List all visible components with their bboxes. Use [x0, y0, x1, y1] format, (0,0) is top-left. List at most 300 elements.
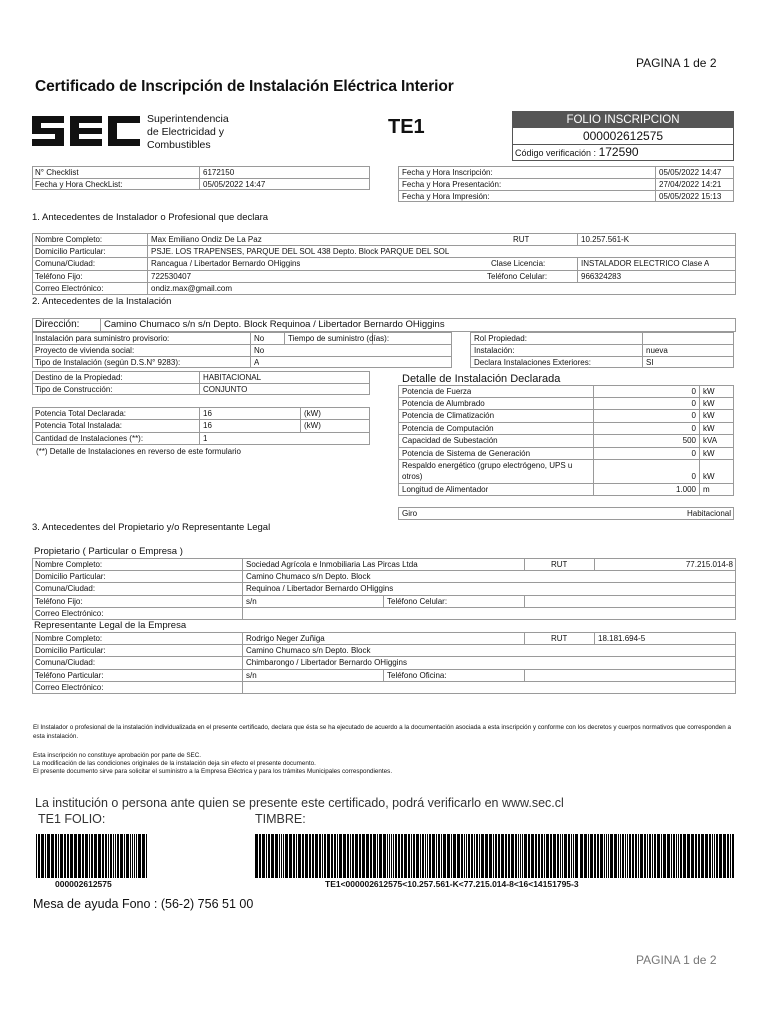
installer-name-label: Nombre Completo: — [35, 235, 103, 244]
barcode-bar — [347, 834, 349, 878]
barcode-bar — [120, 834, 123, 878]
installations-note: (**) Detalle de Instalaciones en reverso de este formulario — [36, 447, 241, 456]
rep-email-label: Correo Electrónico: — [35, 683, 104, 692]
barcode-bar — [600, 834, 603, 878]
detail-label: Potencia de Climatización — [402, 411, 495, 420]
barcode-bar — [544, 834, 545, 878]
detail-label: Potencia de Computación — [402, 424, 494, 433]
barcode-bar — [271, 834, 274, 878]
barcode-bar — [647, 834, 648, 878]
checklist-number: 6172150 — [203, 168, 235, 177]
barcode-bar — [705, 834, 708, 878]
installer-phone: 722530407 — [151, 272, 192, 281]
barcode-bar — [580, 834, 583, 878]
date-inscripcion-label: Fecha y Hora Inscripción: — [402, 168, 493, 177]
barcode-bar — [546, 834, 549, 878]
barcode-bar — [468, 834, 470, 878]
installed-power: 16 — [203, 421, 212, 430]
barcode-bar — [461, 834, 463, 878]
barcode-bar — [51, 834, 54, 878]
barcode-bar — [568, 834, 570, 878]
barcode-bar — [638, 834, 639, 878]
installer-comuna: Rancagua / Libertador Bernardo OHiggins — [151, 259, 301, 268]
barcode-bar — [698, 834, 700, 878]
rep-comuna-label: Comuna/Ciudad: — [35, 658, 96, 667]
date-impresion-label: Fecha y Hora Impresión: — [402, 192, 490, 201]
barcode-bar — [355, 834, 358, 878]
barcode-bar — [102, 834, 104, 878]
installer-rut: 10.257.561-K — [581, 235, 630, 244]
barcode-bar — [604, 834, 605, 878]
installed-power-label: Potencia Total Instalada: — [35, 421, 123, 430]
barcode-bar — [398, 834, 400, 878]
barcode-bar — [132, 834, 133, 878]
barcode-bar — [78, 834, 81, 878]
barcode-bar — [538, 834, 540, 878]
barcode-bar — [85, 834, 88, 878]
barcode-bar — [55, 834, 57, 878]
barcode-bar — [471, 834, 473, 878]
barcode-bar — [676, 834, 677, 878]
social-housing-value: No — [254, 346, 265, 355]
page-number-top: PAGINA 1 de 2 — [636, 56, 717, 70]
sec-name-line3: Combustibles — [147, 139, 211, 151]
barcode-bar — [337, 834, 338, 878]
giro-value: Habitacional — [686, 509, 731, 518]
barcode-bar — [714, 834, 715, 878]
barcode-bar — [38, 834, 40, 878]
detail-value: 0 — [691, 411, 696, 420]
barcode-bar — [627, 834, 628, 878]
barcode-bar — [289, 834, 292, 878]
document-title: Certificado de Inscripción de Instalación Eléctrica Interior — [35, 78, 454, 95]
barcode-bar — [322, 834, 323, 878]
installer-address: PSJE. LOS TRAPENSES, PARQUE DEL SOL 438 Depto. Block PARQUE DEL SOL — [151, 247, 450, 256]
destination-value: HABITACIONAL — [203, 373, 262, 382]
sec-logo — [30, 112, 142, 150]
barcode-bar — [618, 834, 619, 878]
barcode-bar — [515, 834, 517, 878]
barcode-bar — [319, 834, 321, 878]
barcode-bar — [436, 834, 437, 878]
installation-value: nueva — [646, 346, 668, 355]
barcode-bar — [485, 834, 488, 878]
rep-rut: 18.181.694-5 — [598, 634, 646, 643]
barcode-bar — [60, 834, 63, 878]
barcode-bar — [379, 834, 382, 878]
owner-name-label: Nombre Completo: — [35, 560, 103, 569]
barcode-bar — [255, 834, 258, 878]
checklist-number-label: N° Checklist — [35, 168, 79, 177]
barcode-bar — [667, 834, 670, 878]
date-inscripcion: 05/05/2022 14:47 — [659, 168, 722, 177]
barcode-bar — [678, 834, 679, 878]
installation-type-value: A — [254, 358, 260, 367]
barcode-bar — [126, 834, 129, 878]
barcode-bar — [408, 834, 410, 878]
folio-barcode — [36, 834, 148, 878]
barcode-bar — [404, 834, 407, 878]
installations-count-label: Cantidad de Instalaciones (**): — [35, 434, 144, 443]
stamp-label: TIMBRE: — [255, 812, 306, 826]
declared-power: 16 — [203, 409, 212, 418]
detail-title: Detalle de Instalación Declarada — [402, 373, 561, 385]
helpdesk-phone: Mesa de ayuda Fono : (56-2) 756 51 00 — [33, 897, 254, 911]
folio-header: FOLIO INSCRIPCION — [513, 112, 733, 128]
destination-label: Destino de la Propiedad: — [35, 373, 123, 382]
barcode-bar — [498, 834, 500, 878]
section3-title: 3. Antecedentes del Propietario y/o Representante Legal — [32, 522, 271, 533]
barcode-bar — [673, 834, 675, 878]
barcode-bar — [597, 834, 599, 878]
barcode-bar — [362, 834, 365, 878]
barcode-bar — [293, 834, 295, 878]
barcode-bar — [727, 834, 729, 878]
detail-label: Potencia de Sistema de Generación — [402, 449, 531, 458]
date-presentacion-label: Fecha y Hora Presentación: — [402, 180, 502, 189]
barcode-bar — [94, 834, 97, 878]
barcode-bar — [281, 834, 282, 878]
barcode-bar — [531, 834, 534, 878]
barcode-bar — [117, 834, 119, 878]
installer-license: INSTALADOR ELECTRICO Clase A — [581, 259, 710, 268]
barcode-bar — [640, 834, 643, 878]
barcode-bar — [649, 834, 651, 878]
detail-label: Capacidad de Subestación — [402, 436, 498, 445]
barcode-bar — [522, 834, 523, 878]
barcode-bar — [466, 834, 467, 878]
detail-unit: m — [703, 485, 710, 494]
barcode-bar — [432, 834, 435, 878]
installed-power-unit: (kW) — [304, 421, 321, 430]
barcode-bar — [493, 834, 494, 878]
barcode-bar — [701, 834, 704, 878]
barcode-bar — [606, 834, 607, 878]
sec-name-line2: de Electricidad y — [147, 126, 225, 138]
barcode-bar — [654, 834, 656, 878]
barcode-bar — [373, 834, 376, 878]
barcode-bar — [474, 834, 475, 878]
stamp-barcode-text: TE1<000002612575<10.257.561-K<77.215.014-8<16<14151795-3 — [325, 879, 579, 889]
construction-label: Tipo de Construcción: — [35, 385, 113, 394]
barcode-bar — [518, 834, 519, 878]
barcode-bar — [36, 834, 37, 878]
barcode-bar — [115, 834, 116, 878]
barcode-bar — [610, 834, 613, 878]
detail-value: 0 — [691, 424, 696, 433]
detail-value: 0 — [691, 399, 696, 408]
rep-address-label: Domicilio Particular: — [35, 646, 106, 655]
barcode-bar — [584, 834, 587, 878]
barcode-bar — [495, 834, 497, 878]
barcode-bar — [501, 834, 504, 878]
rep-address: Camino Chumaco s/n Depto. Block — [246, 646, 371, 655]
barcode-bar — [283, 834, 284, 878]
barcode-bar — [315, 834, 318, 878]
barcode-bar — [691, 834, 694, 878]
provisional-label: Instalación para suministro provisorio: — [35, 334, 170, 343]
date-impresion: 05/05/2022 15:13 — [659, 192, 722, 201]
declared-power-label: Potencia Total Declarada: — [35, 409, 127, 418]
barcode-bar — [309, 834, 311, 878]
barcode-bar — [695, 834, 697, 878]
rep-phone: s/n — [246, 671, 257, 680]
barcode-bar — [687, 834, 690, 878]
barcode-bar — [588, 834, 589, 878]
barcode-bar — [451, 834, 452, 878]
address-label: Dirección: — [35, 319, 80, 330]
barcode-bar — [312, 834, 314, 878]
barcode-bar — [625, 834, 626, 878]
owner-comuna-label: Comuna/Ciudad: — [35, 584, 96, 593]
detail-label: Longitud de Alimentador — [402, 485, 489, 494]
barcode-bar — [528, 834, 530, 878]
detail-unit: kW — [703, 424, 715, 433]
address-value: Camino Chumaco s/n s/n Depto. Block Requinoa / Libertador Bernardo OHiggins — [104, 319, 445, 330]
barcode-bar — [327, 834, 330, 878]
barcode-bar — [343, 834, 346, 878]
barcode-bar — [557, 834, 559, 878]
barcode-bar — [110, 834, 112, 878]
installation-type-label: Tipo de Instalación (según D.S.N° 9283): — [35, 358, 181, 367]
owner-address-label: Domicilio Particular: — [35, 572, 106, 581]
barcode-bar — [41, 834, 44, 878]
barcode-bar — [89, 834, 90, 878]
detail-unit: kW — [703, 387, 715, 396]
barcode-bar — [425, 834, 426, 878]
barcode-bar — [370, 834, 372, 878]
verification-label: Código verificación : — [515, 148, 597, 158]
installer-mobile: 966324283 — [581, 272, 622, 281]
barcode-bar — [350, 834, 351, 878]
barcode-bar — [298, 834, 301, 878]
detail-label: Respaldo energético (grupo electrógeno, UPS u otros) — [402, 461, 573, 481]
barcode-bar — [457, 834, 460, 878]
provisional-value: No — [254, 334, 265, 343]
barcode-bar — [275, 834, 278, 878]
installations-count: 1 — [203, 434, 208, 443]
barcode-bar — [441, 834, 442, 878]
barcode-bar — [377, 834, 378, 878]
barcode-bar — [91, 834, 93, 878]
section2-title: 2. Antecedentes de la Instalación — [32, 296, 172, 307]
barcode-bar — [124, 834, 125, 878]
barcode-bar — [142, 834, 145, 878]
legal-note-2: La modificación de las condiciones originales de la instalación deja sin efecto el presente documento. — [33, 760, 316, 767]
installer-mobile-label: Teléfono Celular: — [487, 272, 548, 281]
barcode-bar — [564, 834, 567, 878]
barcode-bar — [632, 834, 634, 878]
barcode-bar — [359, 834, 361, 878]
barcode-bar — [113, 834, 114, 878]
barcode-bar — [594, 834, 596, 878]
barcode-bar — [391, 834, 392, 878]
barcode-bar — [657, 834, 660, 878]
barcode-bar — [550, 834, 552, 878]
barcode-bar — [663, 834, 666, 878]
detail-value: 0 — [691, 449, 696, 458]
construction-value: CONJUNTO — [203, 385, 248, 394]
barcode-bar — [393, 834, 394, 878]
stamp-barcode — [255, 834, 735, 878]
detail-value: 0 — [691, 387, 696, 396]
owner-phone-label: Teléfono Fijo: — [35, 597, 83, 606]
installer-email: ondiz.max@gmail.com — [151, 284, 233, 293]
owner-phone: s/n — [246, 597, 257, 606]
detail-unit: kVA — [703, 436, 718, 445]
barcode-bar — [305, 834, 308, 878]
barcode-bar — [366, 834, 369, 878]
barcode-bar — [285, 834, 288, 878]
rep-comuna: Chimbarongo / Libertador Bernardo OHiggins — [246, 658, 407, 667]
barcode-bar — [98, 834, 101, 878]
owner-title: Propietario ( Particular o Empresa ) — [34, 546, 183, 557]
folio-box — [512, 111, 734, 161]
installer-phone-label: Teléfono Fijo: — [35, 272, 83, 281]
rol-label: Rol Propiedad: — [474, 334, 527, 343]
barcode-bar — [413, 834, 415, 878]
owner-comuna: Requinoa / Libertador Bernardo OHiggins — [246, 584, 394, 593]
installation-label: Instalación: — [474, 346, 515, 355]
exterior-value: SI — [646, 358, 654, 367]
barcode-bar — [296, 834, 297, 878]
barcode-bar — [262, 834, 265, 878]
detail-label: Potencia de Alumbrado — [402, 399, 485, 408]
detail-unit: kW — [703, 411, 715, 420]
detail-value: 1.000 — [675, 485, 696, 494]
sec-logo-graphic — [30, 112, 142, 150]
barcode-bar — [331, 834, 333, 878]
rep-rut-label: RUT — [551, 634, 568, 643]
barcode-bar — [590, 834, 593, 878]
barcode-bar — [420, 834, 421, 878]
detail-label: Potencia de Fuerza — [402, 387, 472, 396]
page-number-bottom: PAGINA 1 de 2 — [636, 953, 717, 967]
barcode-bar — [712, 834, 713, 878]
detail-value: 0 — [691, 472, 696, 481]
checklist-date: 05/05/2022 14:47 — [203, 180, 266, 189]
rep-name-label: Nombre Completo: — [35, 634, 103, 643]
legal-declaration: El Instalador o profesional de la instalación individualizada en el presente certificado, declara que ésta se ha ejecutado de acuerdo a la documentación asociada a esta inscripción y conforme con los decretos y cuerpos normativos que corresponden a esta instalación. — [33, 724, 731, 740]
barcode-bar — [268, 834, 270, 878]
barcode-bar — [629, 834, 631, 878]
barcode-bar — [732, 834, 734, 878]
social-housing-label: Proyecto de vivienda social: — [35, 346, 135, 355]
barcode-bar — [661, 834, 662, 878]
installer-name: Max Emiliano Ondiz De La Paz — [151, 235, 262, 244]
barcode-bar — [571, 834, 572, 878]
barcode-bar — [562, 834, 563, 878]
barcode-bar — [339, 834, 342, 878]
barcode-bar — [447, 834, 450, 878]
barcode-bar — [716, 834, 718, 878]
rep-name: Rodrigo Neger Zuñiga — [246, 634, 325, 643]
barcode-bar — [476, 834, 478, 878]
barcode-bar — [520, 834, 521, 878]
barcode-bar — [524, 834, 527, 878]
owner-rut: 77.215.014-8 — [685, 560, 733, 569]
barcode-bar — [302, 834, 304, 878]
barcode-bar — [479, 834, 480, 878]
installer-rut-label: RUT — [513, 235, 530, 244]
barcode-bar — [453, 834, 456, 878]
barcode-bar — [64, 834, 66, 878]
barcode-bar — [82, 834, 84, 878]
barcode-bar — [422, 834, 424, 878]
barcode-bar — [138, 834, 141, 878]
barcode-bar — [130, 834, 131, 878]
barcode-bar — [427, 834, 428, 878]
barcode-bar — [429, 834, 431, 878]
barcode-bar — [620, 834, 621, 878]
barcode-bar — [683, 834, 686, 878]
barcode-bar — [575, 834, 578, 878]
barcode-bar — [70, 834, 73, 878]
detail-unit: kW — [703, 449, 715, 458]
barcode-bar — [541, 834, 543, 878]
barcode-bar — [134, 834, 135, 878]
verification-code: 172590 — [598, 145, 639, 159]
barcode-bar — [511, 834, 514, 878]
folio-label: TE1 FOLIO: — [38, 812, 106, 826]
barcode-bar — [74, 834, 77, 878]
legal-note-3: El presente documento sirve para solicitar el suministro a la Empresa Eléctrica y para los trámites Municipales correspondientes. — [33, 768, 393, 775]
barcode-bar — [709, 834, 711, 878]
form-code: TE1 — [388, 116, 425, 138]
barcode-bar — [105, 834, 107, 878]
verification-text: La institución o persona ante quien se presente este certificado, podrá verificarlo en www.sec.cl — [35, 796, 564, 810]
barcode-bar — [438, 834, 440, 878]
barcode-bar — [146, 834, 147, 878]
supply-time-label: Tiempo de suministro (días): — [288, 334, 390, 343]
barcode-bar — [489, 834, 492, 878]
owner-rut-label: RUT — [551, 560, 568, 569]
barcode-bar — [719, 834, 722, 878]
barcode-bar — [481, 834, 484, 878]
owner-address: Camino Chumaco s/n Depto. Block — [246, 572, 371, 581]
barcode-bar — [416, 834, 419, 878]
rep-phone-label: Teléfono Particular: — [35, 671, 104, 680]
checklist-date-label: Fecha y Hora CheckList: — [35, 180, 123, 189]
representative-title: Representante Legal de la Empresa — [34, 620, 187, 631]
barcode-bar — [635, 834, 637, 878]
barcode-bar — [279, 834, 280, 878]
barcode-bar — [136, 834, 137, 878]
declared-power-unit: (kW) — [304, 409, 321, 418]
section1-title: 1. Antecedentes de Instalador o Profesional que declara — [32, 212, 269, 223]
barcode-bar — [108, 834, 109, 878]
barcode-bar — [560, 834, 561, 878]
barcode-bar — [324, 834, 326, 878]
barcode-bar — [723, 834, 726, 878]
barcode-bar — [259, 834, 261, 878]
installer-email-label: Correo Electrónico: — [35, 284, 104, 293]
barcode-bar — [266, 834, 267, 878]
barcode-bar — [573, 834, 574, 878]
installer-license-label: Clase Licencia: — [491, 259, 546, 268]
barcode-bar — [671, 834, 672, 878]
barcode-bar — [622, 834, 624, 878]
barcode-bar — [58, 834, 59, 878]
rep-office-phone-label: Teléfono Oficina: — [387, 671, 447, 680]
barcode-bar — [644, 834, 646, 878]
giro-label: Giro — [402, 509, 418, 518]
sec-name-line1: Superintendencia — [147, 113, 229, 125]
barcode-bar — [411, 834, 412, 878]
detail-unit: kW — [703, 399, 715, 408]
barcode-bar — [389, 834, 390, 878]
barcode-bar — [334, 834, 336, 878]
